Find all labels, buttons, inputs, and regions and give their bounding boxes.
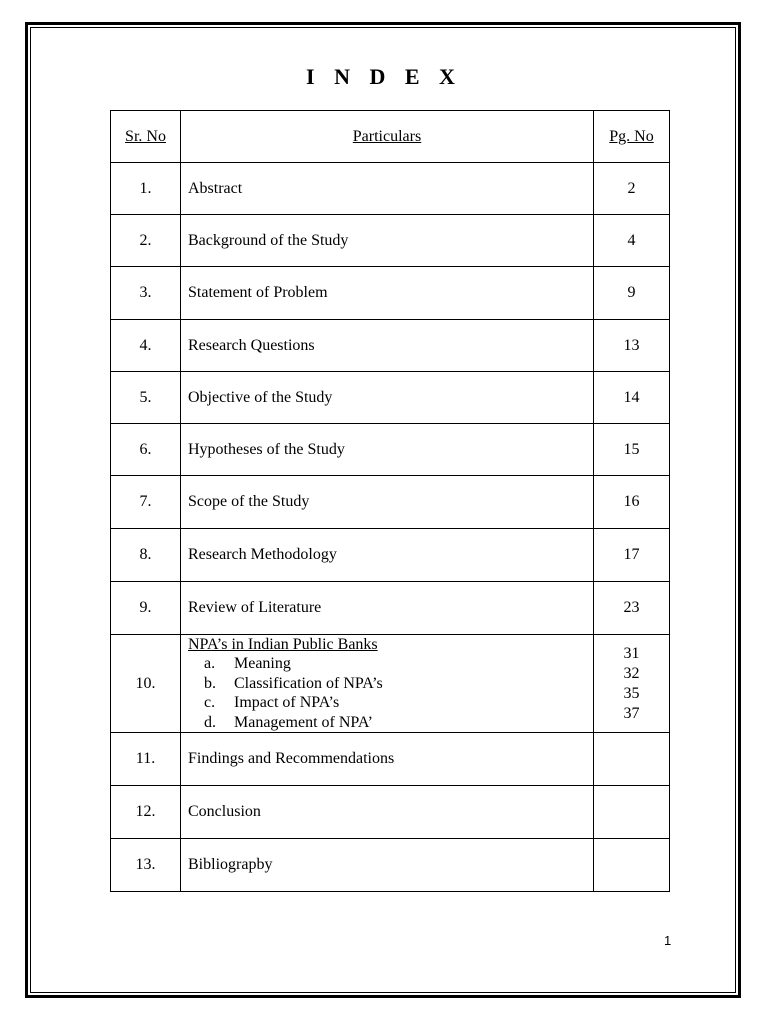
row-particulars: Review of Literature [181,582,594,635]
row-particulars: Hypotheses of the Study [181,424,594,476]
row-particulars: Objective of the Study [181,372,594,424]
table-row [111,839,670,892]
subitem-text: Classification of NPA’s [234,674,383,692]
index-table [110,110,670,892]
list-item [204,674,593,694]
table-row [111,476,670,529]
row-page-no: 2 [594,163,670,215]
row-page-no: 4 [594,215,670,267]
row-sr-no: 13. [111,839,181,892]
row-particulars: Background of the Study [181,215,594,267]
row-page-no: 37 [623,704,640,722]
table-row [111,786,670,839]
row-sr-no: 1. [111,163,181,215]
row-page-no: 35 [623,684,640,702]
row-particulars: Research Methodology [181,529,594,582]
subitem-letter: a. [204,655,216,672]
row-sr-no: 7. [111,476,181,529]
row-particulars: Scope of the Study [181,476,594,529]
table-row [111,163,670,215]
page-number: 1 [664,933,672,948]
header-sr-no: Sr. No [111,111,181,163]
table-row [111,320,670,372]
row-page-no: 14 [594,372,670,424]
row-page-no: 32 [623,664,640,682]
row-particulars: Research Questions [181,320,594,372]
row-particulars: Bibliograpby [181,839,594,892]
row-sr-no: 5. [111,372,181,424]
row-sr-no: 4. [111,320,181,372]
table-row [111,372,670,424]
row-sr-no: 3. [111,267,181,320]
row-page-no: 23 [594,582,670,635]
row-page-no [594,733,670,786]
list-item [204,693,593,713]
list-item [204,713,593,733]
row-page-no: 15 [594,424,670,476]
table-row [111,267,670,320]
row-page-no: 17 [594,529,670,582]
subitem-text: Management of NPA’ [234,713,373,731]
table-row-with-subitems [111,635,670,733]
row-sr-no: 11. [111,733,181,786]
header-page-no: Pg. No [594,111,670,163]
list-item [204,654,593,674]
subitem-letter: b. [204,674,216,692]
row-sr-no: 2. [111,215,181,267]
row-particulars: Conclusion [181,786,594,839]
table-row [111,582,670,635]
index-title: I N D E X [306,64,462,89]
table-row [111,424,670,476]
table-row [111,529,670,582]
subitem-letter: d. [204,713,216,731]
row-page-no [594,839,670,892]
subitem-text: Impact of NPA’s [234,694,340,711]
section-heading: NPA’s in Indian Public Banks [188,636,378,653]
row-page-no: 31 [623,644,640,662]
row-particulars [181,635,594,733]
row-page-no: 9 [594,267,670,320]
header-particulars: Particulars [181,111,594,163]
row-page-no: 13 [594,320,670,372]
row-particulars: Findings and Recommendations [181,733,594,786]
row-sr-no: 6. [111,424,181,476]
row-particulars: Statement of Problem [181,267,594,320]
subitem-letter: c. [204,694,216,711]
table-row [111,215,670,267]
table-header-row [111,111,670,163]
subitem-text: Meaning [234,655,291,672]
table-row [111,733,670,786]
row-page-no: 16 [594,476,670,529]
row-sr-no: 10. [111,635,181,733]
row-sr-no: 8. [111,529,181,582]
row-page-no [594,786,670,839]
row-sr-no: 12. [111,786,181,839]
row-page-list [594,635,670,733]
subitem-list [188,654,593,732]
row-sr-no: 9. [111,582,181,635]
row-particulars: Abstract [181,163,594,215]
